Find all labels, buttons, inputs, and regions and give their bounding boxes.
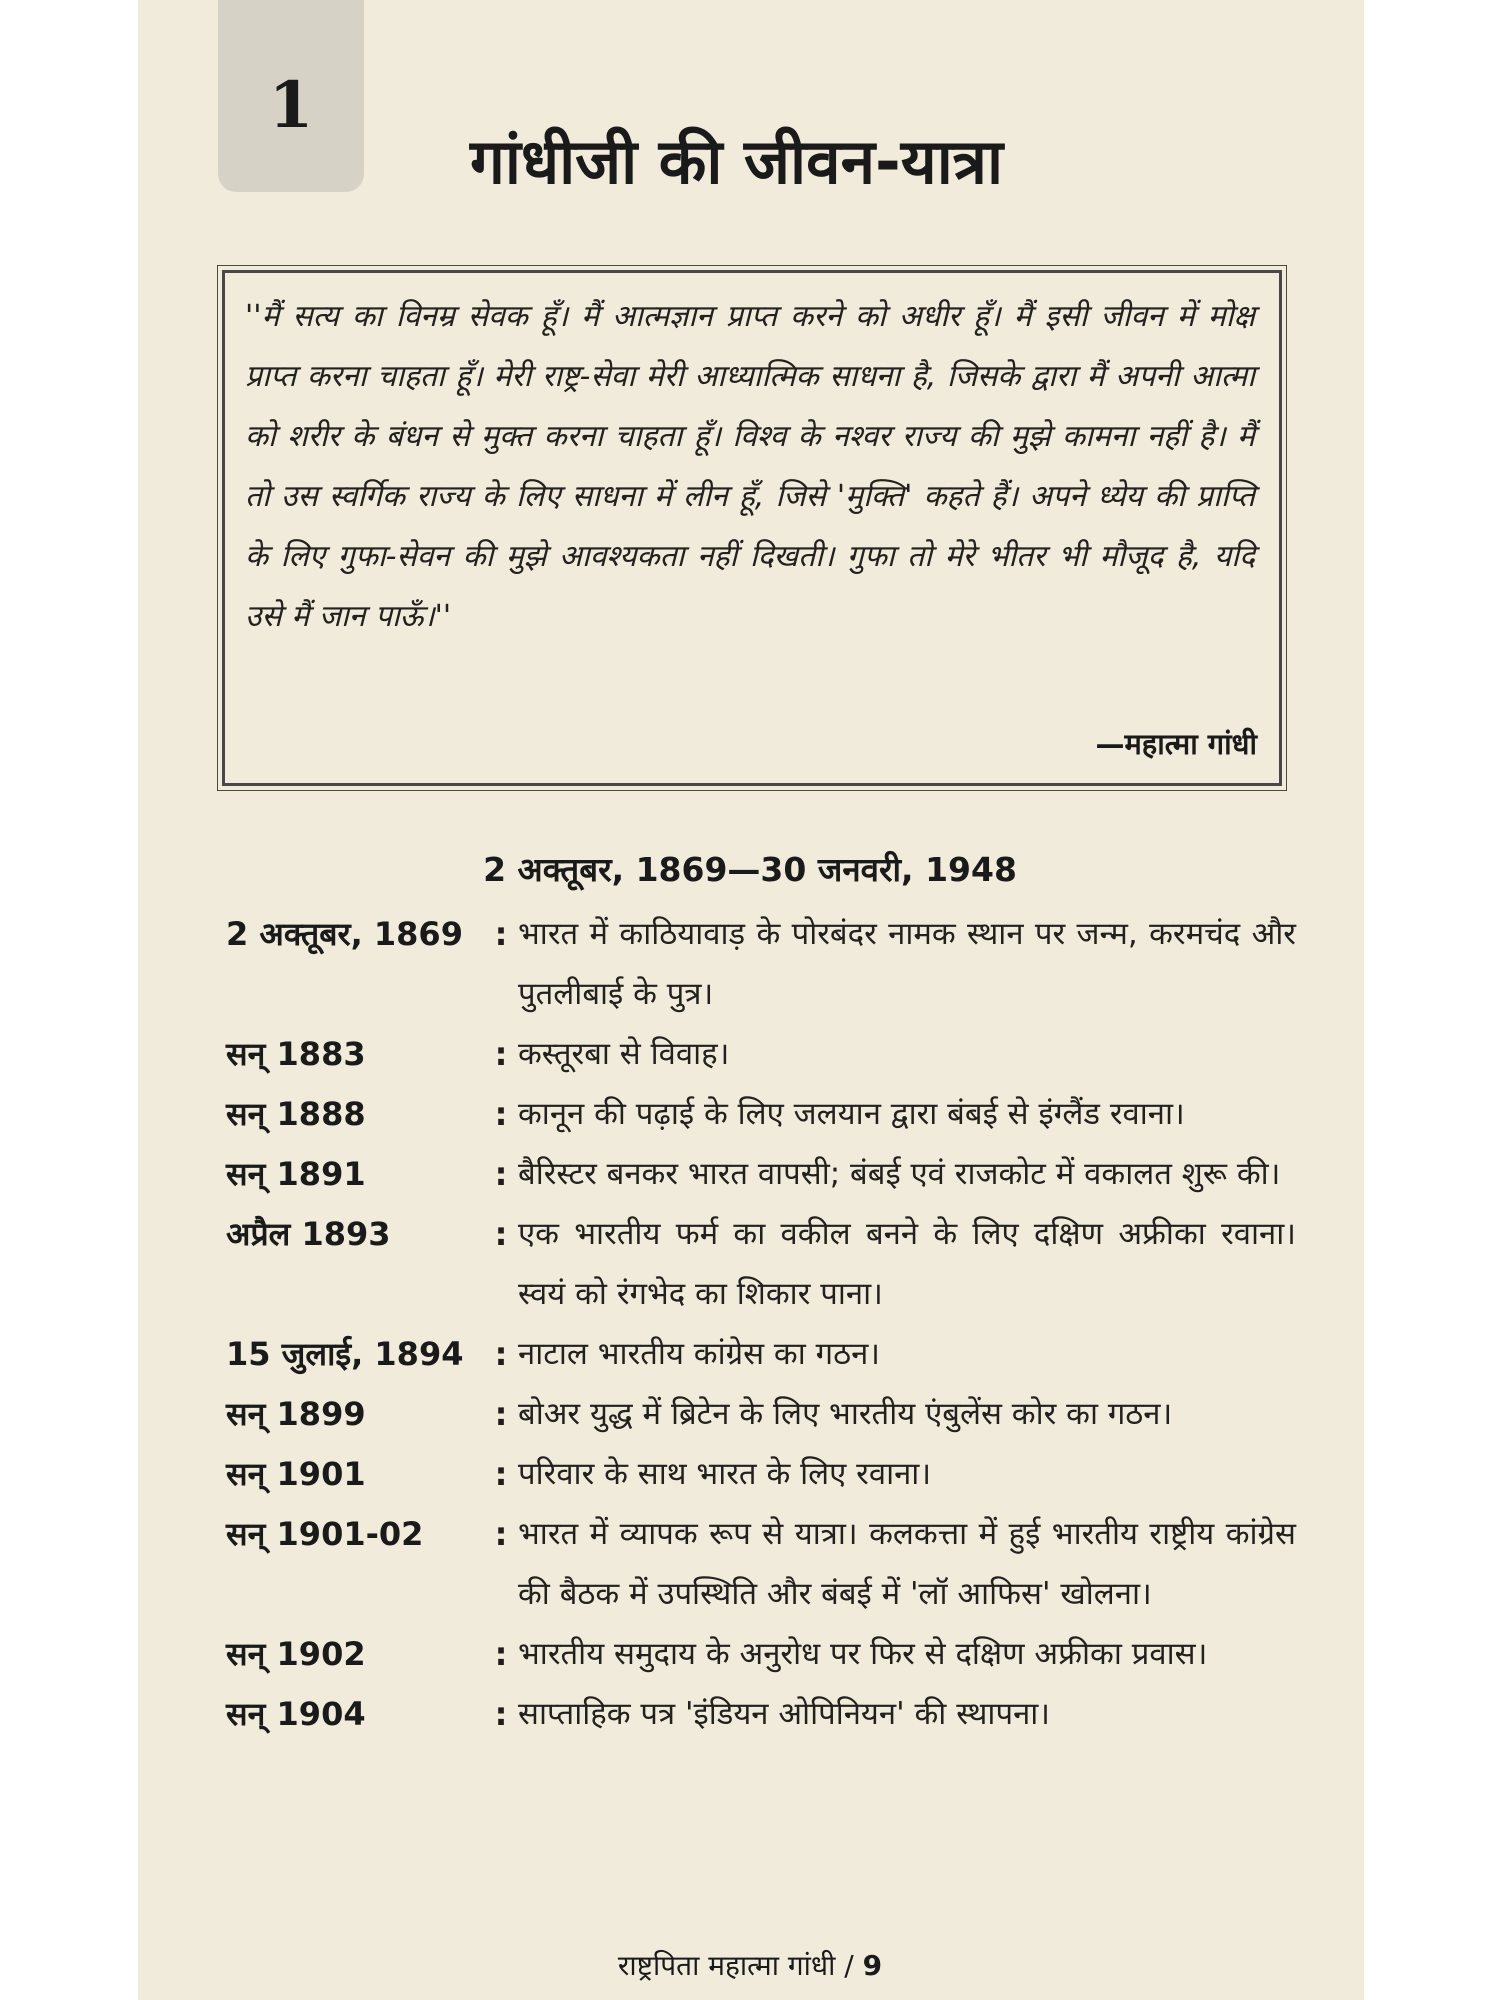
timeline-row: [226, 1444, 1296, 1504]
footer-book-title: राष्ट्रपिता महात्मा गांधी: [617, 1949, 836, 1982]
timeline-row: [226, 1384, 1296, 1444]
timeline-colon: :: [494, 1335, 508, 1373]
timeline-date: 2 अक्तूबर, 1869: [226, 915, 463, 953]
timeline-row: [226, 1024, 1296, 1084]
timeline-row: [226, 1624, 1296, 1684]
timeline-event: बोअर युद्ध में ब्रिटेन के लिए भारतीय एंबुलेंस कोर का गठन।: [518, 1396, 1173, 1432]
quote-text: ''मैं सत्य का विनम्र सेवक हूँ। मैं आत्मज्ञान प्राप्त करने को अधीर हूँ। मैं इसी जीवन में मोक्ष प्राप्त करना चाहता हूँ। मेरी राष्ट्र-सेवा मेरी आध्यात्मिक साधना है, जिसके द्वारा मैं अपनी आत्मा को शरीर के बंधन से मुक्त करना चाहता हूँ। विश्व के नश्वर राज्य की मुझे कामना नहीं है। मैं तो उस स्वर्गिक राज्य के लिए साधना में लीन हूँ, जिसे 'मुक्ति' कहते हैं। अपने ध्येय की प्राप्ति के लिए गुफा-सेवन की मुझे आवश्यकता नहीं दिखती। गुफा तो मेरे भीतर भी मौजूद है, यदि उसे मैं जान पाऊँ।'': [245, 299, 1255, 634]
timeline-date: सन् 1902: [226, 1635, 366, 1673]
chapter-number: 1: [268, 68, 314, 143]
timeline-colon: :: [494, 1155, 508, 1193]
chapter-number-tab: [218, 0, 364, 192]
timeline-row: [226, 1084, 1296, 1144]
timeline-event: भारत में काठियावाड़ के पोरबंदर नामक स्थान पर जन्म, करमचंद और पुतलीबाई के पुत्र।: [518, 916, 1296, 1012]
timeline-row: [226, 1504, 1296, 1624]
timeline-row: [226, 1144, 1296, 1204]
timeline-date: सन् 1883: [226, 1035, 366, 1073]
timeline-colon: :: [494, 1695, 508, 1733]
chapter-title: गांधीजी की जीवन-यात्रा: [470, 125, 1004, 198]
timeline-date: 15 जुलाई, 1894: [226, 1335, 464, 1373]
timeline-event: कानून की पढ़ाई के लिए जलयान द्वारा बंबई से इंग्लैंड रवाना।: [518, 1096, 1185, 1132]
timeline-colon: :: [494, 1395, 508, 1433]
timeline-date: सन् 1904: [226, 1695, 366, 1733]
page-number: 9: [862, 1949, 883, 1982]
footer-separator: /: [835, 1949, 863, 1982]
page-footer: [0, 1946, 1500, 1984]
timeline-date: सन् 1901: [226, 1455, 366, 1493]
timeline-date: अप्रैल 1893: [226, 1215, 391, 1253]
timeline-colon: :: [494, 915, 508, 953]
timeline-event: परिवार के साथ भारत के लिए रवाना।: [518, 1456, 932, 1492]
timeline-date: सन् 1891: [226, 1155, 366, 1193]
timeline-colon: :: [494, 1515, 508, 1553]
timeline-event: एक भारतीय फर्म का वकील बनने के लिए दक्षिण अफ्रीका रवाना। स्वयं को रंगभेद का शिकार पाना।: [518, 1216, 1296, 1312]
timeline-colon: :: [494, 1635, 508, 1673]
timeline-row: [226, 904, 1296, 1024]
timeline-event: साप्ताहिक पत्र 'इंडियन ओपिनियन' की स्थापना।: [518, 1696, 1051, 1732]
timeline-date: सन् 1899: [226, 1395, 366, 1433]
timeline-row: [226, 1684, 1296, 1744]
timeline-colon: :: [494, 1035, 508, 1073]
timeline-date: सन् 1888: [226, 1095, 366, 1133]
quote-box: [222, 270, 1282, 786]
life-date-range: 2 अक्तूबर, 1869—30 जनवरी, 1948: [483, 850, 1017, 889]
timeline-row: [226, 1324, 1296, 1384]
timeline-event: भारतीय समुदाय के अनुरोध पर फिर से दक्षिण अफ्रीका प्रवास।: [518, 1636, 1208, 1672]
timeline-event: बैरिस्टर बनकर भारत वापसी; बंबई एवं राजकोट में वकालत शुरू की।: [518, 1156, 1281, 1192]
timeline-event: कस्तूरबा से विवाह।: [518, 1036, 730, 1072]
quote-author: —महात्मा गांधी: [1095, 727, 1257, 761]
timeline-event: भारत में व्यापक रूप से यात्रा। कलकत्ता में हुई भारतीय राष्ट्रीय कांग्रेस की बैठक में उपस्थिति और बंबई में 'लॉ आफिस' खोलना।: [518, 1516, 1296, 1612]
timeline-date: सन् 1901-02: [226, 1515, 424, 1553]
timeline-colon: :: [494, 1215, 508, 1253]
timeline-colon: :: [494, 1095, 508, 1133]
timeline: [226, 904, 1296, 1744]
timeline-colon: :: [494, 1455, 508, 1493]
timeline-row: [226, 1204, 1296, 1324]
timeline-event: नाटाल भारतीय कांग्रेस का गठन।: [518, 1336, 881, 1372]
